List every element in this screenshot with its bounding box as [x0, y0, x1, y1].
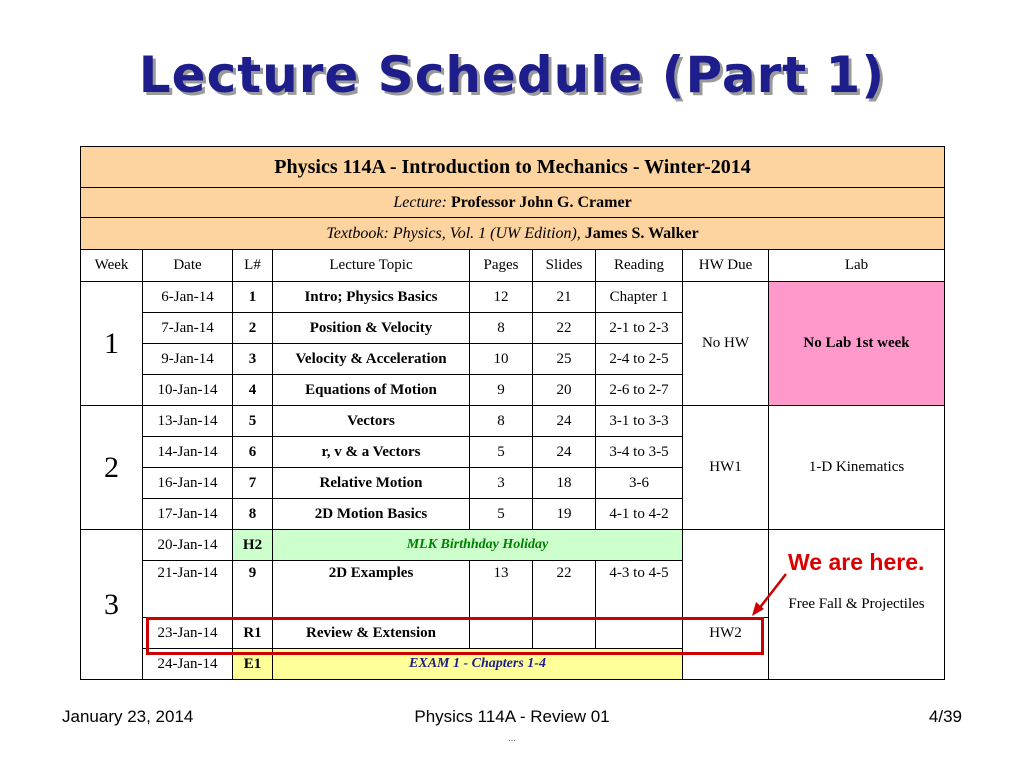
col-week: Week — [81, 250, 143, 282]
date-cell: 24-Jan-14 — [143, 649, 233, 680]
footer-date: January 23, 2014 — [62, 707, 194, 726]
date-cell: 10-Jan-14 — [143, 375, 233, 406]
textbook-author: James S. Walker — [584, 224, 699, 242]
lecture-topic: Equations of Motion — [273, 375, 470, 406]
reading-cell: 4-3 to 4-5 — [596, 561, 683, 618]
date-cell: 9-Jan-14 — [143, 344, 233, 375]
lecture-number: 1 — [233, 282, 273, 313]
lecture-topic: Review & Extension — [273, 618, 470, 649]
hw-due-cell: HW2 — [683, 618, 769, 649]
lecture-number: 6 — [233, 437, 273, 468]
col-slides: Slides — [533, 250, 596, 282]
slides-cell: 25 — [533, 344, 596, 375]
reading-cell: 3-6 — [596, 468, 683, 499]
lecture-topic: r, v & a Vectors — [273, 437, 470, 468]
col-pages: Pages — [470, 250, 533, 282]
col-reading: Reading — [596, 250, 683, 282]
pages-cell: 8 — [470, 406, 533, 437]
week-number: 1 — [81, 282, 143, 406]
date-cell: 14-Jan-14 — [143, 437, 233, 468]
slide-title: Lecture Schedule (Part 1) — [138, 46, 886, 104]
date-cell: 21-Jan-14 — [143, 561, 233, 618]
pages-cell: 13 — [470, 561, 533, 618]
pages-cell: 5 — [470, 437, 533, 468]
exam-banner: EXAM 1 - Chapters 1-4 — [273, 649, 683, 680]
lecture-number: H2 — [233, 530, 273, 561]
pages-cell: 5 — [470, 499, 533, 530]
date-cell: 17-Jan-14 — [143, 499, 233, 530]
slides-cell: 24 — [533, 437, 596, 468]
date-cell: 20-Jan-14 — [143, 530, 233, 561]
lecture-topic: Intro; Physics Basics — [273, 282, 470, 313]
date-cell: 6-Jan-14 — [143, 282, 233, 313]
hw-due-cell: No HW — [683, 282, 769, 406]
lecture-number: 5 — [233, 406, 273, 437]
slides-cell: 20 — [533, 375, 596, 406]
reading-cell: Chapter 1 — [596, 282, 683, 313]
slides-cell: 22 — [533, 313, 596, 344]
pages-cell: 12 — [470, 282, 533, 313]
col-hw: HW Due — [683, 250, 769, 282]
lecture-topic: Relative Motion — [273, 468, 470, 499]
lecture-label: Lecture: — [393, 193, 447, 211]
pages-cell: 3 — [470, 468, 533, 499]
lab-cell: Free Fall & Projectiles — [769, 530, 945, 680]
hw-due-cell: HW1 — [683, 406, 769, 530]
lecture-topic: Position & Velocity — [273, 313, 470, 344]
lecture-number: 4 — [233, 375, 273, 406]
footer-page-number: 4/39 — [928, 707, 962, 726]
col-lnum: L# — [233, 250, 273, 282]
pages-cell: 8 — [470, 313, 533, 344]
date-cell: 13-Jan-14 — [143, 406, 233, 437]
reading-cell: 4-1 to 4-2 — [596, 499, 683, 530]
week-number: 2 — [81, 406, 143, 530]
lecture-topic: 2D Examples — [273, 561, 470, 618]
date-cell: 7-Jan-14 — [143, 313, 233, 344]
slides-cell: 22 — [533, 561, 596, 618]
col-date: Date — [143, 250, 233, 282]
callout-arrow-shaft — [758, 574, 786, 610]
slides-cell: 19 — [533, 499, 596, 530]
lecture-number: 7 — [233, 468, 273, 499]
col-topic: Lecture Topic — [273, 250, 470, 282]
reading-cell: 2-6 to 2-7 — [596, 375, 683, 406]
slides-cell: 24 — [533, 406, 596, 437]
date-cell: 23-Jan-14 — [143, 618, 233, 649]
lecture-number: E1 — [233, 649, 273, 680]
lecture-number: R1 — [233, 618, 273, 649]
we-are-here-callout: We are here. — [788, 549, 925, 575]
col-lab: Lab — [769, 250, 945, 282]
date-cell: 16-Jan-14 — [143, 468, 233, 499]
footer-title: Physics 114A - Review 01 — [414, 707, 610, 726]
reading-cell: 2-4 to 2-5 — [596, 344, 683, 375]
slides-cell: 18 — [533, 468, 596, 499]
lecture-number: 2 — [233, 313, 273, 344]
lecture-topic: 2D Motion Basics — [273, 499, 470, 530]
lecture-topic: Vectors — [273, 406, 470, 437]
textbook-label: Textbook: Physics, Vol. 1 (UW Edition), — [326, 224, 581, 242]
reading-cell: 2-1 to 2-3 — [596, 313, 683, 344]
reading-cell: 3-1 to 3-3 — [596, 406, 683, 437]
week-number: 3 — [81, 530, 143, 680]
holiday-banner: MLK Birthhday Holiday — [273, 530, 683, 561]
slides-cell: 21 — [533, 282, 596, 313]
course-title: Physics 114A - Introduction to Mechanics - Winter-2014 — [81, 147, 945, 188]
pages-cell: 9 — [470, 375, 533, 406]
lab-cell: 1-D Kinematics — [769, 406, 945, 530]
lecturer-name: Professor John G. Cramer — [450, 193, 632, 211]
footer-dots: ... — [508, 733, 516, 744]
pages-cell: 10 — [470, 344, 533, 375]
lecture-number: 8 — [233, 499, 273, 530]
lecture-topic: Velocity & Acceleration — [273, 344, 470, 375]
lecture-number: 3 — [233, 344, 273, 375]
lab-cell: No Lab 1st week — [769, 282, 945, 406]
reading-cell: 3-4 to 3-5 — [596, 437, 683, 468]
lecture-number: 9 — [233, 561, 273, 618]
